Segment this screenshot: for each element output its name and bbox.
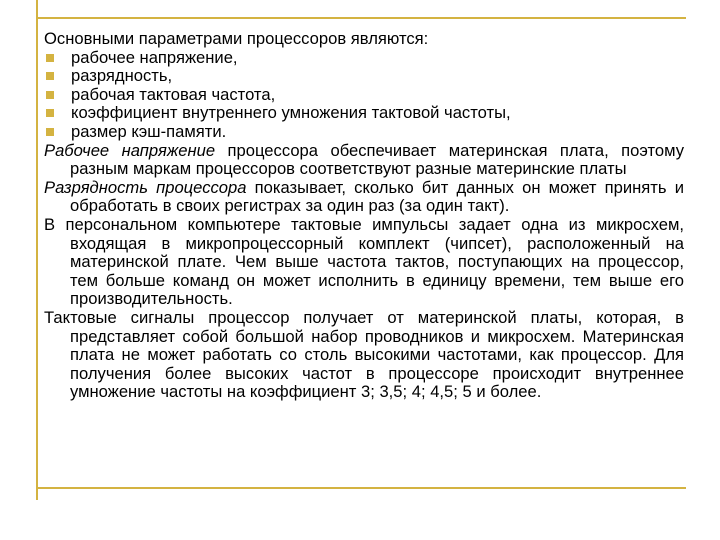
list-item-text: рабочее напряжение,: [71, 47, 238, 67]
list-item: [44, 67, 684, 86]
list-item: [44, 104, 684, 123]
list-item: [44, 49, 684, 68]
square-bullet-icon: [46, 72, 54, 80]
term-bitness: Разрядность процессора: [44, 177, 247, 197]
paragraph-clock: В персональном компьютере тактовые импульсы задает одна из микросхем, входящая в микропроцессорный комплект (чипсет), расположенный на материнской плате. Чем выше частота тактов, поступающих на процессор, тем больше команд он может исполнить в единицу времени, тем выше его производительность.: [44, 214, 684, 309]
top-rule: [36, 17, 686, 19]
square-bullet-icon: [46, 128, 54, 136]
paragraph-bitness-text: показывает, сколько бит данных он может принять и обработать в своих регистрах за один раз (за один такт).: [70, 177, 684, 216]
list-item-text: размер кэш-памяти.: [71, 121, 227, 141]
slide-content: [44, 30, 684, 402]
square-bullet-icon: [46, 91, 54, 99]
list-item-text: коэффициент внутреннего умножения тактовой частоты,: [71, 103, 511, 123]
square-bullet-icon: [46, 109, 54, 117]
parameter-list: [44, 49, 684, 142]
list-item-text: рабочая тактовая частота,: [71, 84, 276, 104]
list-item-text: разрядность,: [71, 66, 173, 86]
bottom-rule: [36, 487, 686, 489]
paragraph-signals: Тактовые сигналы процессор получает от материнской платы, которая, в представляет собой большой набор проводников и микросхем. Материнская плата не может работать со столь высокими частотами, как процессор. Для получения более высоких частот в процессоре происходит внутреннее умножение частоты на коэффициент 3; 3,5; 4; 4,5; 5 и более.: [44, 307, 684, 402]
paragraph-voltage-text: процессора обеспечивает материнская плата, поэтому разным маркам процессоров соответствуют разные материнские платы: [70, 140, 684, 179]
list-item: [44, 123, 684, 142]
list-item: [44, 86, 684, 105]
intro-line: Основными параметрами процессоров являются:: [44, 29, 429, 48]
paragraph-voltage: [44, 142, 684, 179]
left-rule: [36, 0, 38, 500]
term-voltage: Рабочее напряжение: [44, 140, 216, 160]
paragraph-bitness: [44, 179, 684, 216]
square-bullet-icon: [46, 54, 54, 62]
